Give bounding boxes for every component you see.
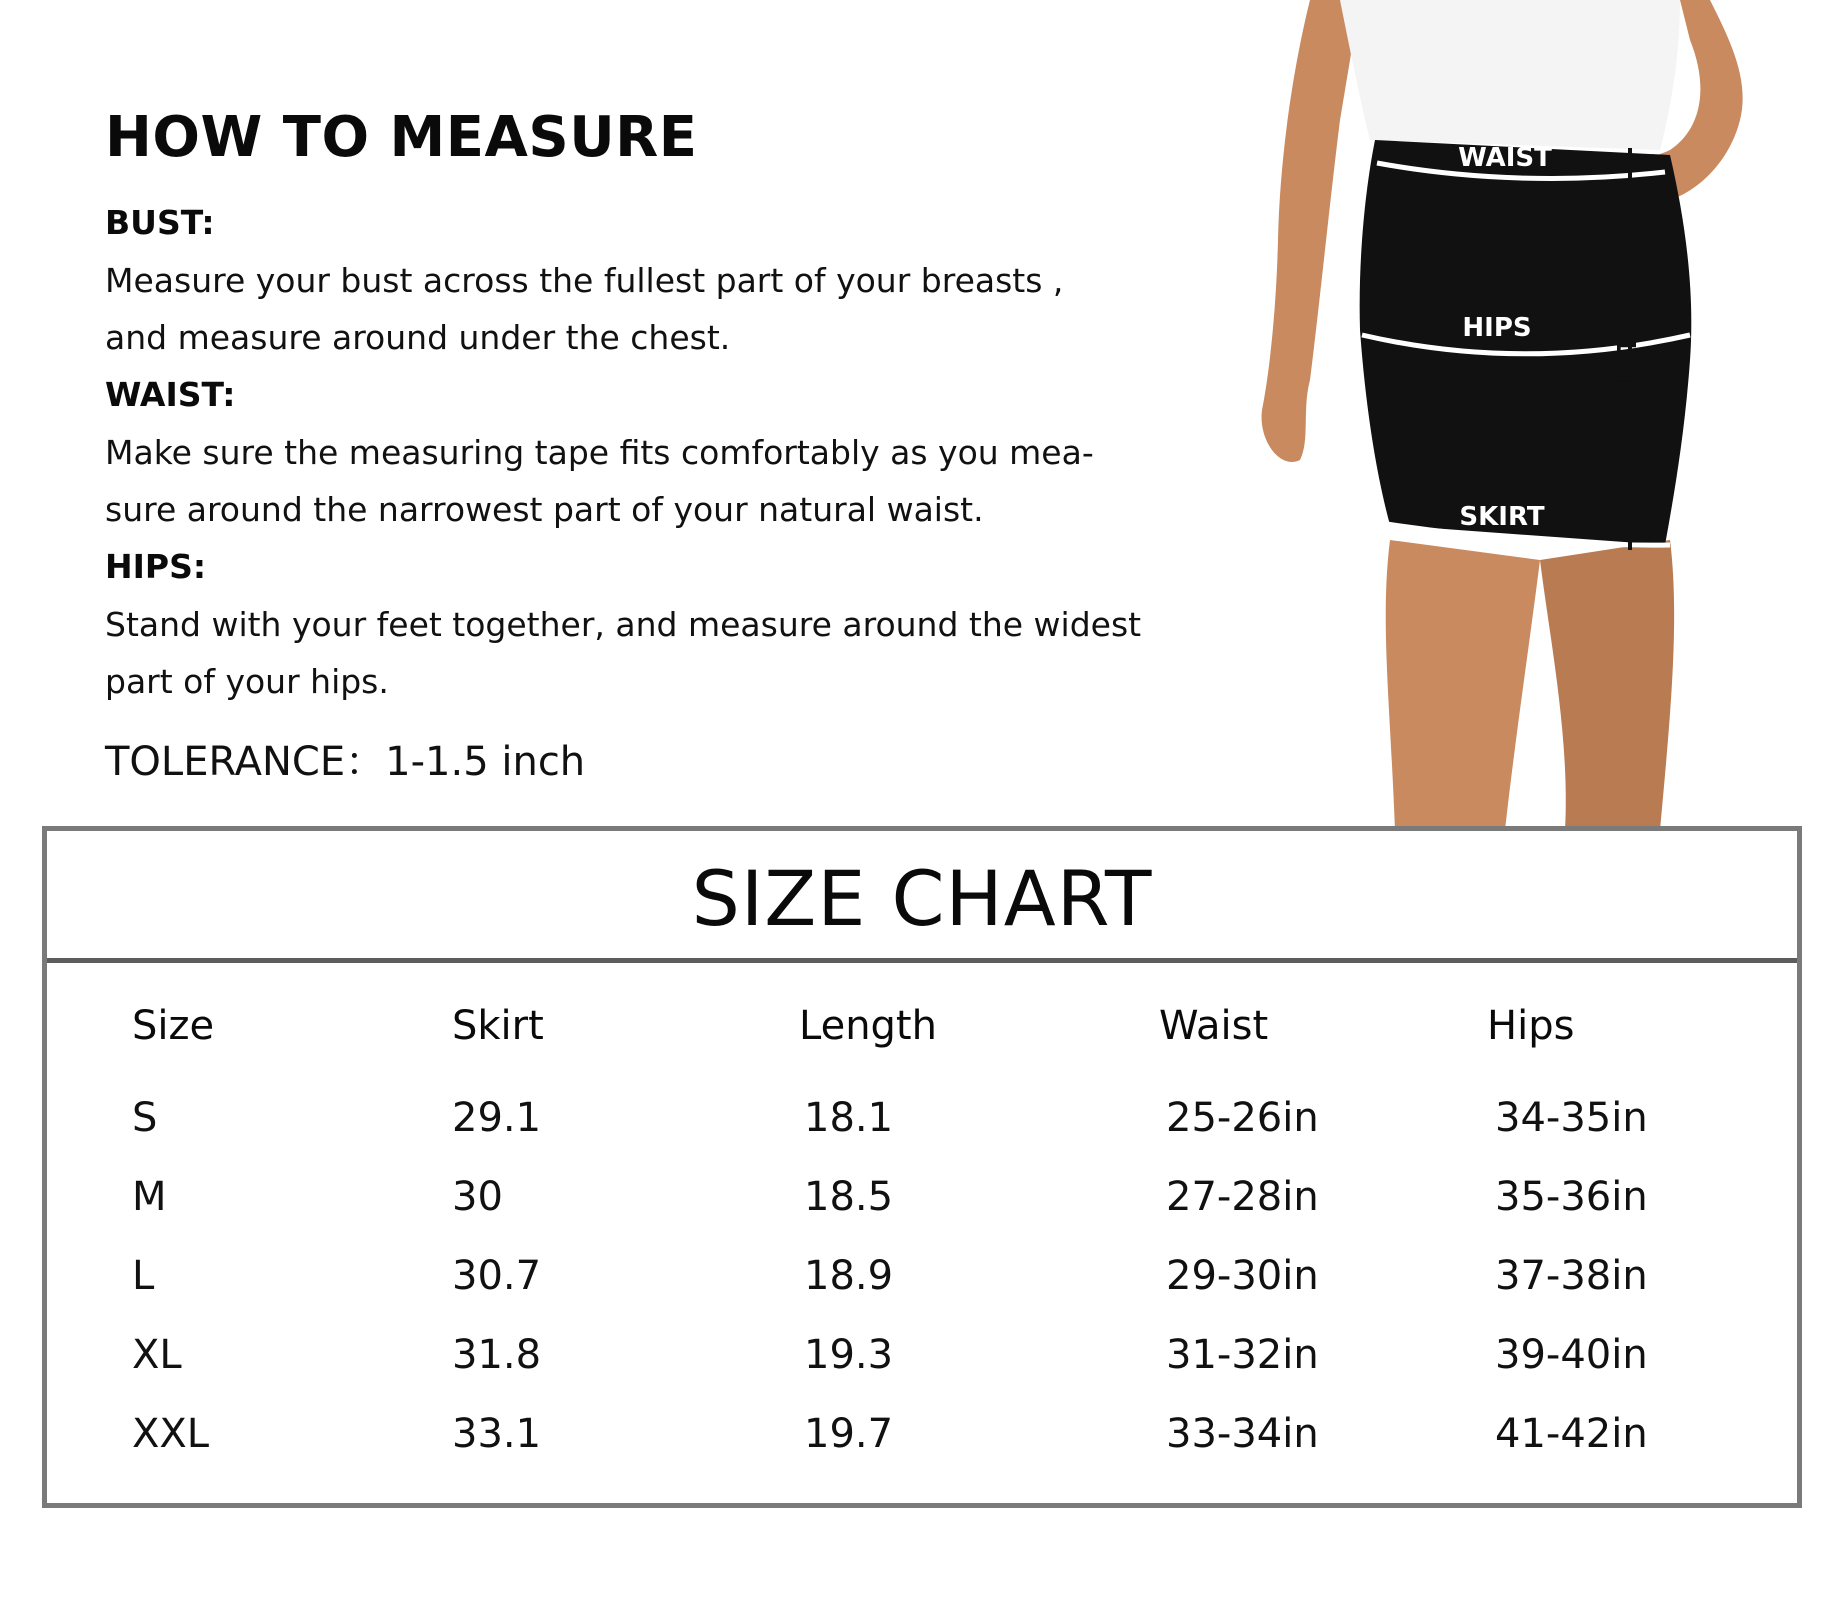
column-header-skirt: Skirt	[452, 1003, 544, 1049]
cell-size: L	[132, 1253, 155, 1299]
white-top	[1340, 0, 1680, 150]
table-header-row	[47, 1003, 1797, 1095]
cell-hips: 41-42in	[1495, 1411, 1648, 1457]
cell-hips: 35-36in	[1495, 1174, 1648, 1220]
bust-text-line-1: Measure your bust across the fullest part of your breasts ,	[105, 261, 1064, 300]
cell-size: M	[132, 1174, 167, 1220]
table-row	[47, 1332, 1797, 1411]
table-row	[47, 1095, 1797, 1174]
waist-text-line-2: sure around the narrowest part of your natural waist.	[105, 490, 984, 529]
bust-text-line-2: and measure around under the chest.	[105, 318, 731, 357]
cell-skirt: 30.7	[452, 1253, 542, 1299]
cell-size: XXL	[132, 1411, 210, 1457]
size-chart-title: SIZE CHART	[691, 854, 1153, 943]
column-header-hips: Hips	[1487, 1003, 1575, 1049]
cell-skirt: 33.1	[452, 1411, 542, 1457]
cell-length: 18.5	[804, 1174, 894, 1220]
hips-label: HIPS	[1462, 313, 1532, 343]
cell-waist: 27-28in	[1166, 1174, 1319, 1220]
how-to-measure-section	[105, 105, 1145, 787]
skirt-model-illustration	[1240, 0, 1780, 830]
cell-skirt: 31.8	[452, 1332, 542, 1378]
cell-length: 19.3	[804, 1332, 894, 1378]
cell-length: 18.9	[804, 1253, 894, 1299]
table-row	[47, 1253, 1797, 1332]
cell-skirt: 29.1	[452, 1095, 542, 1141]
hips-text-line-2: part of your hips.	[105, 662, 389, 701]
hips-heading: HIPS:	[105, 547, 207, 586]
waist-label: WAIST	[1458, 143, 1552, 173]
table-row	[47, 1411, 1797, 1490]
left-arm	[1262, 0, 1360, 462]
cell-length: 18.1	[804, 1095, 894, 1141]
tolerance	[105, 730, 1145, 787]
bust-heading: BUST:	[105, 203, 215, 242]
column-header-waist: Waist	[1159, 1003, 1269, 1049]
table-row	[47, 1174, 1797, 1253]
cell-hips: 34-35in	[1495, 1095, 1648, 1141]
column-header-length: Length	[799, 1003, 937, 1049]
cell-waist: 33-34in	[1166, 1411, 1319, 1457]
waist-text-line-1: Make sure the measuring tape fits comfortably as you mea-	[105, 433, 1094, 472]
column-header-size: Size	[132, 1003, 215, 1049]
cell-size: XL	[132, 1332, 182, 1378]
size-chart-table	[47, 963, 1797, 1490]
tolerance-value: 1-1.5 inch	[385, 739, 586, 785]
tolerance-label: TOLERANCE：	[105, 739, 386, 785]
skirt-label: SKIRT	[1459, 502, 1545, 532]
cell-waist: 29-30in	[1166, 1253, 1319, 1299]
size-chart-header	[47, 831, 1797, 963]
how-to-measure-title: HOW TO MEASURE	[105, 105, 698, 170]
cell-size: S	[132, 1095, 158, 1141]
right-leg	[1540, 540, 1674, 830]
hips-text-line-1: Stand with your feet together, and measure around the widest	[105, 605, 1142, 644]
waist-heading: WAIST:	[105, 375, 236, 414]
cell-hips: 39-40in	[1495, 1332, 1648, 1378]
cell-waist: 31-32in	[1166, 1332, 1319, 1378]
cell-waist: 25-26in	[1166, 1095, 1319, 1141]
size-chart-box	[42, 826, 1802, 1508]
left-leg	[1386, 540, 1540, 830]
cell-length: 19.7	[804, 1411, 894, 1457]
skirt-model-svg	[1240, 0, 1780, 830]
cell-hips: 37-38in	[1495, 1253, 1648, 1299]
length-label: LENGTH	[1610, 340, 1640, 457]
cell-skirt: 30	[452, 1174, 503, 1220]
